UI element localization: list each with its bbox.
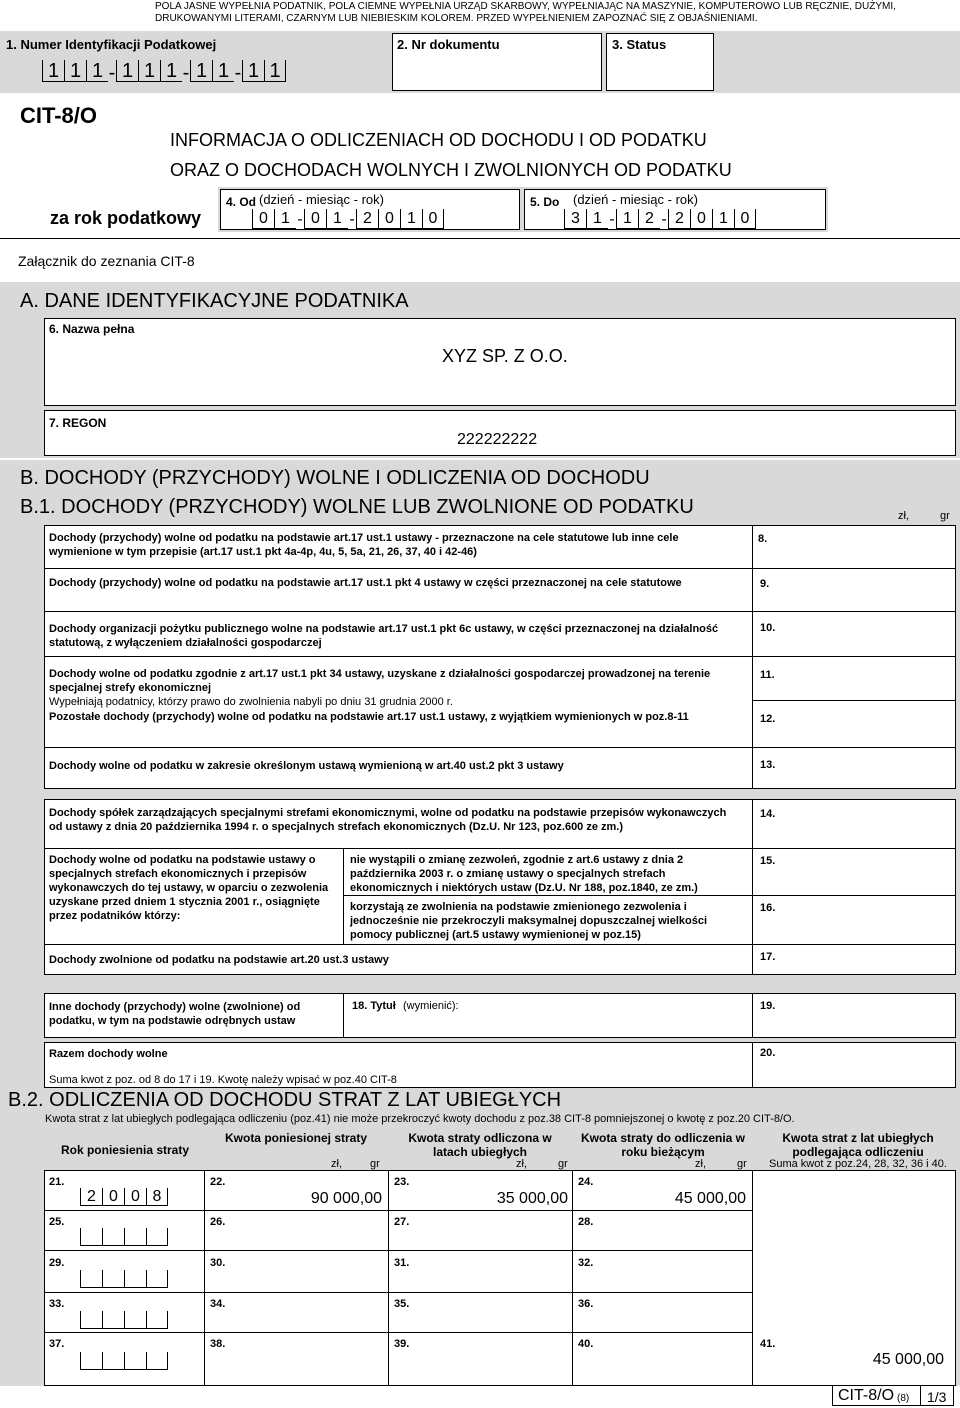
- tax-year-label: za rok podatkowy: [50, 208, 202, 228]
- instructions: POLA JASNE WYPEŁNIA PODATNIK, POLA CIEMNE WYPEŁNIA URZĄD SKARBOWY, WYPEŁNIAJĄC NA MASZYNIE, KOMPUTEROWO LUB RĘCZNIE, DUŻYMI, DRUKOWANYMI LITERAMI, CZARNYM LUB NIEBIESKIM KOLOREM. PRZED WYPEŁNIENIEM ZAPOZNAĆ SIĘ Z OBJAŚNIENIAMI.: [155, 1, 896, 24]
- row-9-number: 9.: [760, 578, 770, 590]
- col-total-header: Kwota strat z lat ubiegłych podlegająca odliczeniu: [782, 1131, 934, 1159]
- year-field-number: 37.: [49, 1338, 65, 1350]
- row-20-number: 20.: [760, 1047, 776, 1059]
- nip-digit: 1: [190, 60, 212, 82]
- year-field-number: 25.: [49, 1216, 65, 1228]
- period-from-hint: (dzień - miesiąc - rok): [259, 192, 384, 207]
- row-15-number: 15.: [760, 855, 776, 867]
- current-amount-number: 24.: [578, 1176, 594, 1188]
- row-12-text: Pozostałe dochody (przychody) wolne od podatku na podstawie art.17 ust.1 ustawy, z wyjątkiem wymienionych w poz.8-11: [49, 711, 689, 723]
- divider: [752, 799, 753, 975]
- deducted-amount-number: 39.: [394, 1338, 410, 1350]
- date-digit: 1: [712, 209, 734, 229]
- loss-year-digits[interactable]: [80, 1270, 168, 1288]
- year-digit: 2: [80, 1188, 102, 1206]
- currency-gr: gr: [558, 1158, 568, 1170]
- divider: [44, 1292, 752, 1293]
- current-amount-number: 40.: [578, 1338, 594, 1350]
- date-digit: 1: [400, 209, 422, 229]
- divider: [752, 700, 956, 701]
- total-field-number: 41.: [760, 1338, 776, 1350]
- row-10-text: Dochody organizacji pożytku publicznego wolne na podstawie art.17 ust.1 pkt 6c ustawy, w części przeznaczonej na działalność statutową, z wyłączeniem działalności gospodarczej: [49, 623, 719, 649]
- year-digit: [146, 1270, 168, 1288]
- divider: [204, 1170, 205, 1386]
- section-b2-title: B.2. ODLICZENIA OD DOCHODU STRAT Z LAT UBIEGŁYCH: [8, 1089, 562, 1111]
- footer-form-code: CIT-8/O: [838, 1387, 895, 1404]
- date-digit: 0: [734, 209, 756, 229]
- loss-amount-number: 38.: [210, 1338, 226, 1350]
- row-15-text: nie wystąpili o zmianę zezwoleń, zgodnie z art.6 ustawy z dnia 2 października 2003 r. o zmianę ustawy o specjalnych strefach ekonomicznych i niektórych ustaw (Dz.U. Nr 188, poz.1840, ze zm.): [350, 854, 698, 894]
- form-code: CIT-8/O: [20, 103, 98, 128]
- row-14-text: Dochody spółek zarządzających specjalnymi strefami ekonomicznymi, wolne od podatku na podstawie przepisów wykonawczych od ustawy z dnia 20 października 1994 r. o specjalnych strefach ekonomicznych (Dz.U. Nr 123, poz.600 ze zm.): [49, 807, 727, 833]
- row-18-text: Inne dochody (przychody) wolne (zwolnione) od podatku, w tym na podstawie odrębnych ustaw: [49, 1001, 301, 1027]
- row-13-text: Dochody wolne od podatku w zakresie określonym ustawą wymienioną w art.40 ust.2 pkt 3 ustawy: [49, 760, 564, 772]
- col-deducted-header: Kwota straty odliczona w latach ubiegłych: [408, 1131, 552, 1159]
- regon-value: 222222222: [457, 431, 538, 448]
- nip-digit: 1: [138, 60, 160, 82]
- currency-zl: zł,: [695, 1158, 706, 1170]
- attachment-note: Załącznik do zeznania CIT-8: [18, 253, 195, 269]
- row-20-note: Suma kwot z poz. od 8 do 17 i 19. Kwotę należy wpisać w poz.40 CIT-8: [49, 1074, 397, 1086]
- date-digit: 0: [378, 209, 400, 229]
- year-digit: [102, 1228, 124, 1246]
- divider: [752, 1042, 753, 1088]
- deducted-amount-number: 35.: [394, 1298, 410, 1310]
- row-16-text: korzystają ze zwolnienia na podstawie zmienionego zezwolenia i jednocześnie nie przekroczyli maksymalnej dopuszczalnej wielkości pomocy publicznej (art.5 ustawy wymienionej w poz.15): [350, 901, 708, 941]
- date-separator: -: [661, 211, 667, 228]
- year-digit: 8: [146, 1188, 168, 1206]
- nip-digit: 1: [242, 60, 264, 82]
- deducted-amount-number: 23.: [394, 1176, 410, 1188]
- divider: [920, 1385, 921, 1406]
- date-digit: 1: [326, 209, 348, 229]
- current-amount-number: 28.: [578, 1216, 594, 1228]
- row-10-number: 10.: [760, 622, 776, 634]
- loss-year-digits[interactable]: [80, 1311, 168, 1329]
- year-digit: [102, 1352, 124, 1370]
- loss-amount-number: 34.: [210, 1298, 226, 1310]
- divider: [44, 747, 956, 748]
- currency-zl: zł,: [516, 1158, 527, 1170]
- divider: [44, 848, 956, 849]
- deducted-amount-number: 27.: [394, 1216, 410, 1228]
- year-digit: [124, 1311, 146, 1329]
- row-18-title-hint[interactable]: (wymienić):: [403, 1000, 459, 1012]
- nip-digits[interactable]: [42, 60, 286, 82]
- row-17-text: Dochody zwolnione od podatku na podstawie art.20 ust.3 ustawy: [49, 954, 389, 966]
- date-digit: 0: [422, 209, 444, 229]
- total-loss-value[interactable]: 45 000,00: [872, 1351, 944, 1368]
- divider: [44, 611, 956, 612]
- current-amount-value[interactable]: 45 000,00: [674, 1190, 746, 1207]
- row-19-number: 19.: [760, 1000, 776, 1012]
- nip-digit: 1: [264, 60, 286, 82]
- divider: [343, 848, 344, 944]
- nip-digit: 1: [212, 60, 234, 82]
- section-a-title: A. DANE IDENTYFIKACYJNE PODATNIKA: [20, 290, 409, 312]
- regon-label: 7. REGON: [49, 416, 107, 430]
- divider: [752, 1170, 753, 1386]
- date-digit: 1: [586, 209, 608, 229]
- divider: [44, 1250, 752, 1251]
- loss-year-digits[interactable]: [80, 1352, 168, 1370]
- year-digit: [80, 1352, 102, 1370]
- year-digit: [124, 1228, 146, 1246]
- period-to-label: 5. Do: [530, 195, 560, 209]
- nip-separator: -: [108, 62, 116, 84]
- row-11-note: Wypełniają podatnicy, którzy prawo do zwolnienia nabyli po dniu 31 grudnia 2000 r.: [49, 696, 453, 708]
- period-to-digits[interactable]: [564, 207, 756, 229]
- loss-year-digits[interactable]: [80, 1188, 168, 1206]
- period-to-hint: (dzień - miesiąc - rok): [573, 192, 698, 207]
- year-field-number: 29.: [49, 1257, 65, 1269]
- deducted-amount-value[interactable]: 35 000,00: [496, 1190, 568, 1207]
- footer-version: (8): [897, 1393, 910, 1404]
- year-digit: [80, 1270, 102, 1288]
- year-digit: [146, 1352, 168, 1370]
- footer-page: 1/3: [927, 1389, 947, 1405]
- row-15-left-text: Dochody wolne od podatku na podstawie ustawy o specjalnych strefach ekonomicznych i przepisów wykonawczych do tej ustawy, w oparciu o zezwolenia uzyskane przed dniem 1 stycznia 2001 r., osiągnięte przez podatników którzy:: [49, 854, 329, 922]
- divider: [343, 895, 956, 896]
- row-9-text: Dochody (przychody) wolne od podatku na podstawie art.17 ust.1 pkt 4 ustawy w części przeznaczonej na cele statutowe: [49, 577, 682, 589]
- period-from-label: 4. Od: [226, 195, 257, 209]
- divider: [44, 944, 956, 945]
- date-digit: 2: [356, 209, 378, 229]
- form-title-line2: ORAZ O DOCHODACH WOLNYCH I ZWOLNIONYCH OD PODATKU: [170, 160, 732, 180]
- year-digit: 0: [124, 1188, 146, 1206]
- period-from-digits[interactable]: [252, 207, 444, 229]
- col-current-header: Kwota straty do odliczenia w roku bieżącym: [580, 1131, 746, 1159]
- divider: [44, 656, 956, 657]
- row-18-title-label: 18. Tytuł: [352, 1000, 396, 1012]
- loss-year-digits[interactable]: [80, 1228, 168, 1246]
- status-label: 3. Status: [612, 37, 667, 52]
- row-17-number: 17.: [760, 951, 776, 963]
- date-separator: -: [349, 211, 355, 228]
- year-field-number: 21.: [49, 1176, 65, 1188]
- year-digit: [124, 1270, 146, 1288]
- date-digit: 1: [616, 209, 638, 229]
- year-digit: [102, 1270, 124, 1288]
- row-8-number: 8.: [758, 533, 768, 545]
- date-separator: -: [609, 211, 615, 228]
- col-year-header: Rok poniesienia straty: [60, 1143, 190, 1157]
- year-digit: [146, 1311, 168, 1329]
- nip-digit: 1: [160, 60, 182, 82]
- nip-label: 1. Numer Identyfikacji Podatkowej: [6, 37, 217, 52]
- divider: [752, 525, 753, 789]
- full-name-value: XYZ SP. Z O.O.: [442, 346, 568, 366]
- currency-zl: zł,: [898, 510, 909, 522]
- nip-digit: 1: [116, 60, 138, 82]
- divider: [388, 1170, 389, 1386]
- row-20-text: Razem dochody wolne: [49, 1048, 168, 1060]
- year-digit: 0: [102, 1188, 124, 1206]
- year-digit: [102, 1311, 124, 1329]
- loss-amount-number: 22.: [210, 1176, 226, 1188]
- nip-separator: -: [234, 62, 242, 84]
- year-digit: [124, 1352, 146, 1370]
- row-12-number: 12.: [760, 713, 776, 725]
- currency-gr: gr: [370, 1158, 380, 1170]
- divider: [44, 1332, 752, 1333]
- current-amount-number: 36.: [578, 1298, 594, 1310]
- divider: [0, 238, 960, 239]
- nip-digit: 1: [42, 60, 64, 82]
- year-digit: [80, 1311, 102, 1329]
- loss-amount-value[interactable]: 90 000,00: [310, 1190, 382, 1207]
- date-digit: 2: [638, 209, 660, 229]
- nip-separator: -: [182, 62, 190, 84]
- divider: [343, 993, 344, 1038]
- row-11-text: Dochody wolne od podatku zgodnie z art.17 ust.1 pkt 34 ustawy, uzyskane z działalności gospodarczej prowadzonej na terenie specjalnej strefy ekonomicznej: [49, 668, 711, 694]
- date-digit: 3: [564, 209, 586, 229]
- divider: [752, 993, 753, 1038]
- form-title-line1: INFORMACJA O ODLICZENIACH OD DOCHODU I OD PODATKU: [170, 130, 707, 150]
- row-8-text: Dochody (przychody) wolne od podatku na podstawie art.17 ust.1 ustawy - przeznaczone na cele statutowe lub inne cele wymienione w tym przepisie (art.17 ust.1 pkt 4a-4p, 4u, 5, 5a, 21, 26, 37, 40 i 42-46): [49, 532, 679, 558]
- date-separator: -: [297, 211, 303, 228]
- divider: [572, 1170, 573, 1386]
- currency-zl: zł,: [331, 1158, 342, 1170]
- year-digit: [80, 1228, 102, 1246]
- deducted-amount-number: 31.: [394, 1257, 410, 1269]
- date-digit: 0: [252, 209, 274, 229]
- b1-rows-block: [44, 525, 956, 789]
- year-digit: [146, 1228, 168, 1246]
- col-total-note: Suma kwot z poz.24, 28, 32, 36 i 40.: [769, 1158, 947, 1170]
- loss-amount-number: 30.: [210, 1257, 226, 1269]
- date-digit: 0: [690, 209, 712, 229]
- currency-gr: gr: [940, 510, 950, 522]
- section-b2-note: Kwota strat z lat ubiegłych podlegająca odliczeniu (poz.41) nie może przekroczyć kwoty dochodu z poz.38 CIT-8 pomniejszonej o kwotę z poz.20 CIT-8/O.: [45, 1113, 795, 1125]
- date-digit: 2: [668, 209, 690, 229]
- nip-digit: 1: [64, 60, 86, 82]
- year-field-number: 33.: [49, 1298, 65, 1310]
- date-digit: 1: [274, 209, 296, 229]
- loss-amount-number: 26.: [210, 1216, 226, 1228]
- row-11-number: 11.: [760, 669, 775, 681]
- section-b-title: B. DOCHODY (PRZYCHODY) WOLNE I ODLICZENIA OD DOCHODU: [20, 467, 650, 489]
- section-b1-title: B.1. DOCHODY (PRZYCHODY) WOLNE LUB ZWOLNIONE OD PODATKU: [20, 496, 694, 518]
- col-loss-header: Kwota poniesionej straty: [224, 1131, 368, 1145]
- nip-digit: 1: [86, 60, 108, 82]
- date-digit: 0: [304, 209, 326, 229]
- currency-gr: gr: [737, 1158, 747, 1170]
- divider: [44, 568, 956, 569]
- doc-number-label: 2. Nr dokumentu: [397, 37, 500, 52]
- row-16-number: 16.: [760, 902, 776, 914]
- divider: [44, 1210, 752, 1211]
- row-14-number: 14.: [760, 808, 776, 820]
- current-amount-number: 32.: [578, 1257, 594, 1269]
- full-name-label: 6. Nazwa pełna: [49, 322, 135, 336]
- row-13-number: 13.: [760, 759, 776, 771]
